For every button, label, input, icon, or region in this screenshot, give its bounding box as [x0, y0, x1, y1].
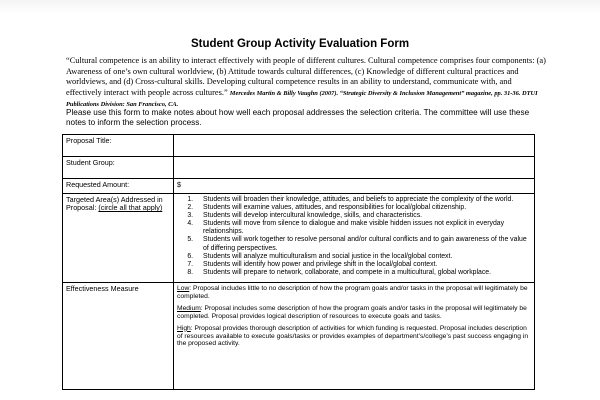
evaluation-table — [62, 134, 535, 390]
requested-amount-row — [63, 179, 535, 194]
effectiveness-high: High: Proposal provides thorough description of activities for which funding is requested. Proposal includes description of resources available to execute goals/tasks or provides examples of department’s/college’s past success engaging in the proposed activity. — [177, 324, 529, 348]
student-group-label: Student Group: — [63, 157, 174, 179]
proposal-title-row — [63, 135, 535, 157]
cultural-competence-quote — [66, 56, 546, 111]
targeted-area-note: (circle all that apply) — [98, 203, 163, 213]
targeted-area-item-2[interactable]: 2. Students will examine values, attitudes, and responsibilities for local/global citizenship. — [195, 204, 531, 212]
requested-amount-label: Requested Amount: — [63, 179, 174, 194]
level-name: Low — [177, 285, 190, 292]
effectiveness-levels — [174, 283, 535, 390]
targeted-area-item-1[interactable]: 1. Students will broaden their knowledge, attitudes, and beliefs to appreciate the complexity of the world. — [195, 196, 531, 204]
level-description: Proposal includes some description of how the program goals and/or tasks in the proposal will legitimately be completed. Proposal provides logical description of resources to execute goals and tasks. — [177, 304, 527, 320]
effectiveness-label: Effectiveness Measure — [63, 283, 174, 390]
targeted-area-row — [63, 194, 535, 283]
targeted-area-item-3[interactable]: 3. Students will develop intercultural knowledge, skills, and characteristics. — [195, 212, 531, 220]
level-name: High — [177, 324, 191, 332]
level-description: Proposal includes little to no description of how the program goals and/or tasks in the proposal will legitimately be completed. — [177, 285, 528, 300]
requested-amount-field[interactable]: $ — [174, 179, 535, 194]
targeted-area-item-6[interactable]: 6. Students will analyze multiculturalism and social justice in the local/global context. — [195, 253, 531, 261]
targeted-area-item-8[interactable]: 8. Students will prepare to network, collaborate, and compete in a multicultural, global workplace. — [195, 269, 531, 277]
targeted-area-list — [177, 196, 531, 277]
targeted-area-item-4[interactable]: 4. Students will move from silence to dialogue and make visible hidden issues not explicit in everyday relationships. — [195, 220, 531, 236]
form-title: Student Group Activity Evaluation Form — [190, 38, 410, 50]
level-name: Medium — [177, 304, 201, 312]
targeted-area-item-7[interactable]: 7. Students will identify how power and privilege shift in the local/global context. — [195, 261, 531, 269]
targeted-area-label: Targeted Area(s) Addressed in Proposal: — [66, 195, 163, 213]
targeted-area-label-cell — [63, 194, 174, 283]
proposal-title-field[interactable] — [174, 135, 535, 157]
effectiveness-medium: Medium: Proposal includes some description of how the program goals and/or tasks in the proposal will legitimately be completed. Proposal provides logical description of resources to execute goals and tasks. — [177, 304, 527, 320]
effectiveness-row — [63, 283, 535, 390]
effectiveness-low: Low: Proposal includes little to no description of how the program goals and/or tasks in the proposal will legitimately be completed. — [177, 285, 528, 300]
level-description: Proposal provides thorough description of activities for which funding is requested. Proposal includes description of resources available to execute goals/tasks or provides examples of department’s/college’s past success engaging in the proposed activity. — [177, 324, 529, 348]
targeted-area-item-5[interactable]: 5. Students will work together to resolve personal and/or cultural conflicts and to gain awareness of the value of differing perspectives. — [195, 236, 531, 252]
student-group-row — [63, 157, 535, 179]
targeted-area-options — [174, 194, 535, 283]
student-group-field[interactable] — [174, 157, 535, 179]
quote-text: “Cultural competence is an ability to interact effectively with people of different cultures. Cultural competence comprises four components: (a) Awareness of one’s own cultural worldview, (b) Attitude towards cultural differences, (c) Knowledge of different cultural practices and worldviews, and (d) Cross-cultural skills. Developing cultural competence results in an ability to understand, communicate with, and effectively interact with people across cultures.” — [66, 56, 546, 97]
quote-citation: Mercedes Martin & Billy Vaughn (2007). “Strategic Diversity & Inclusion Management” magazine, pp. 31-36. DTUI Publications Division: San Francisco, CA. — [66, 89, 538, 109]
proposal-title-label: Proposal Title: — [63, 135, 174, 157]
form-instructions: Please use this form to make notes about how well each proposal addresses the selection criteria. The committee will use these notes to inform the selection process. — [66, 108, 530, 127]
